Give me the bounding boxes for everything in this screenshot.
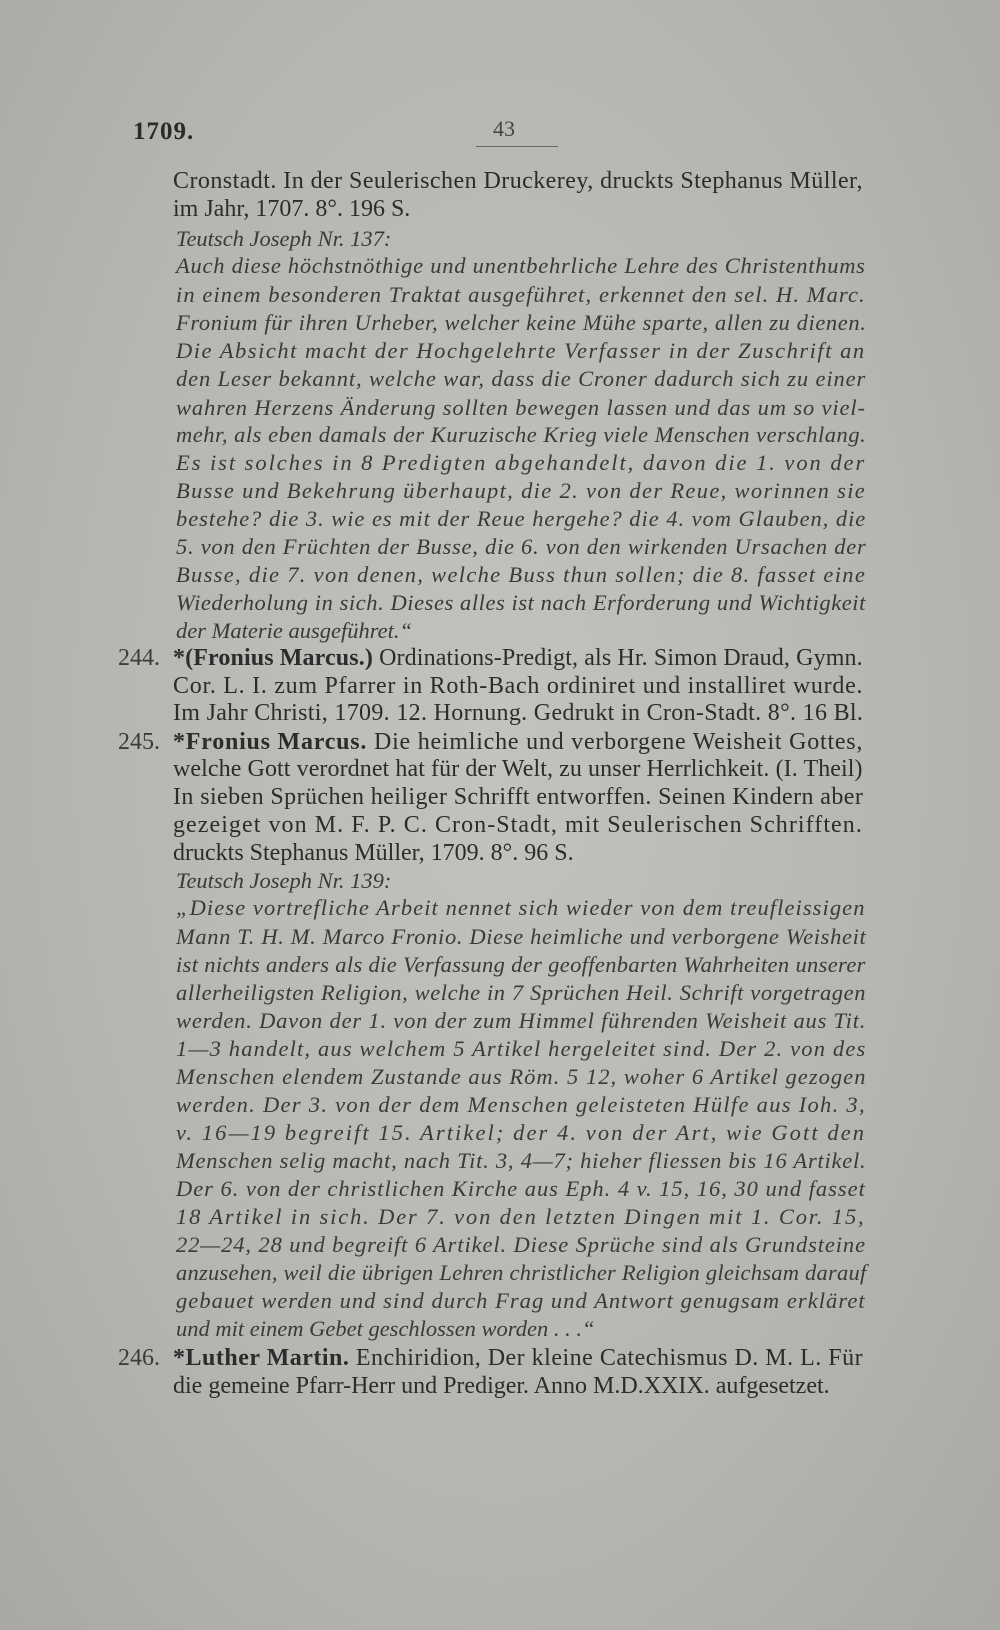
line-text: Busse, die 7. von denen, welche Buss thun sollen; die 8. fasset eine — [176, 562, 867, 587]
line-text: 22—24, 28 und begreift 6 Artikel. Diese Sprüche sind als Grundsteine — [176, 1232, 866, 1257]
quoted-text-line — [176, 1036, 866, 1062]
text-line — [173, 673, 863, 700]
entry-number: 246. — [118, 1345, 160, 1371]
line-text: den Leser bekannt, welche war, dass die Croner dadurch sich zu einer — [176, 366, 867, 391]
line-text: 1—3 handelt, aus welchem 5 Artikel hergeleitet sind. Der 2. von des — [176, 1036, 867, 1061]
line-text: Menschen selig macht, nach Tit. 3, 4—7; hieher fliessen bis 16 Artikel. — [176, 1148, 867, 1173]
line-text: Auch diese höchstnöthige und unentbehrliche Lehre des Christenthums — [176, 253, 866, 278]
line-text: in einem besonderen Traktat ausgeführet, erkennet den sel. H. Marc. — [176, 282, 866, 307]
quoted-text-line — [176, 310, 866, 336]
quoted-text-line — [176, 562, 866, 588]
entry-author: *Luther Martin. — [173, 1345, 350, 1371]
quoted-text-line — [176, 422, 866, 448]
line-text: Die heimliche und verborgene Weisheit Gottes, — [367, 729, 864, 755]
line-text: im Jahr, 1707. 8°. 196 S. — [173, 196, 411, 222]
text-line — [173, 840, 574, 867]
line-text: ist nichts anders als die Verfassung der geoffenbarten Wahrheiten unserer — [176, 952, 866, 977]
line-text: werden. Der 3. von der dem Menschen geleisteten Hülfe aus Ioh. 3, — [176, 1092, 866, 1117]
quoted-text-line — [176, 895, 866, 921]
line-text: Cor. L. I. zum Pfarrer in Roth-Bach ordiniret und installiret wurde. — [173, 673, 864, 699]
text-line — [173, 196, 410, 223]
line-text: Cronstadt. In der Seulerischen Druckerey, druckts Stephanus Müller, — [173, 168, 863, 194]
quoted-text-line — [176, 253, 866, 279]
text-line — [173, 1373, 830, 1400]
quoted-text-line — [176, 1288, 866, 1314]
text-line — [173, 729, 863, 756]
quoted-text-line — [176, 1064, 866, 1090]
line-text: Wiederholung in sich. Dieses alles ist nach Erforderung und Wichtigkeit — [176, 590, 866, 615]
line-text: v. 16—19 begreift 15. Artikel; der 4. von der Art, wie Gott den — [176, 1120, 867, 1145]
quoted-text-line — [176, 1148, 866, 1174]
quoted-text-line — [176, 980, 866, 1006]
quoted-text-line — [176, 366, 866, 392]
quoted-text-line — [176, 1120, 866, 1146]
line-text: mehr, als eben damals der Kuruzische Krieg viele Menschen verschlang. — [176, 422, 867, 447]
text-line — [173, 645, 863, 672]
line-text: Busse und Bekehrung überhaupt, die 2. von der Reue, worinnen sie — [176, 478, 867, 503]
text-line — [173, 1345, 863, 1372]
line-text: Mann T. H. M. Marco Fronio. Diese heimliche und verborgene Weisheit — [176, 924, 867, 949]
line-text: Enchiridion, Der kleine Catechismus D. M. L. Für — [349, 1345, 864, 1371]
line-text: Teutsch Joseph Nr. 137: — [176, 226, 392, 251]
line-text: Teutsch Joseph Nr. 139: — [176, 868, 392, 893]
quoted-text-line — [176, 1260, 866, 1286]
entry-number: 244. — [118, 645, 160, 671]
text-line — [173, 784, 863, 811]
page-year: 1709. — [133, 118, 195, 145]
quoted-text-line — [176, 952, 866, 978]
line-text: wahren Herzens Änderung sollten bewegen lassen und das um so viel- — [176, 395, 866, 420]
entry-number: 245. — [118, 729, 160, 755]
line-text: Menschen elendem Zustande aus Röm. 5 12, woher 6 Artikel gezogen — [176, 1064, 867, 1089]
quoted-text-line — [176, 924, 866, 950]
quoted-text-line — [176, 478, 866, 504]
line-text: Es ist solches in 8 Predigten abgehandelt, davon die 1. von der — [176, 450, 867, 475]
line-text: die gemeine Pfarr-Herr und Prediger. Anno M.D.XXIX. aufgesetzet. — [173, 1373, 830, 1399]
quoted-text-line — [176, 338, 866, 364]
quoted-text-line — [176, 534, 866, 560]
line-text: der Materie ausgeführet.“ — [176, 618, 413, 643]
quoted-text-line — [176, 1176, 866, 1202]
entry-author: *Fronius Marcus. — [173, 729, 368, 755]
quoted-text-line — [176, 226, 391, 252]
line-text: werden. Davon der 1. von der zum Himmel führenden Weisheit aus Tit. — [176, 1008, 867, 1033]
text-line — [173, 812, 863, 839]
quoted-text-line — [176, 618, 412, 644]
quoted-text-line — [176, 868, 391, 894]
page-number: 43 — [493, 116, 515, 141]
line-text: und mit einem Gebet geschlossen worden . . .“ — [176, 1316, 595, 1341]
quoted-text-line — [176, 506, 866, 532]
line-text: 5. von den Früchten der Busse, die 6. von den wirkenden Ursachen der — [176, 534, 867, 559]
line-text: Der 6. von der christlichen Kirche aus Eph. 4 v. 15, 16, 30 und fasset — [176, 1176, 866, 1201]
line-text: gebauet werden und sind durch Frag und Antwort genugsam erkläret — [176, 1288, 866, 1313]
line-text: Fronium für ihren Urheber, welcher keine Mühe sparte, allen zu dienen. — [176, 310, 867, 335]
line-text: In sieben Sprüchen heiliger Schrifft entworffen. Seinen Kindern aber — [173, 784, 864, 810]
text-line — [173, 756, 863, 783]
line-text: allerheiligsten Religion, welche in 7 Sprüchen Heil. Schrift vorgetragen — [176, 980, 867, 1005]
quoted-text-line — [176, 1316, 594, 1342]
quoted-text-line — [176, 1204, 866, 1230]
quoted-text-line — [176, 1232, 866, 1258]
line-text: welche Gott verordnet hat für der Welt, zu unser Herrlichkeit. (I. Theil) — [173, 756, 863, 782]
line-text: bestehe? die 3. wie es mit der Reue hergehe? die 4. vom Glauben, die — [176, 506, 867, 531]
line-text: gezeiget von M. F. P. C. Cron-Stadt, mit Seulerischen Schrifften. — [173, 812, 863, 838]
quoted-text-line — [176, 1092, 866, 1118]
quoted-text-line — [176, 282, 866, 308]
line-text: druckts Stephanus Müller, 1709. 8°. 96 S. — [173, 840, 574, 866]
quoted-text-line — [176, 395, 866, 421]
line-text: „Diese vortrefliche Arbeit nennet sich wieder von dem treufleissigen — [176, 895, 866, 920]
text-line — [173, 168, 863, 195]
header-rule — [476, 146, 558, 147]
line-text: Im Jahr Christi, 1709. 12. Hornung. Gedrukt in Cron-Stadt. 8°. 16 Bl. — [173, 700, 864, 726]
quoted-text-line — [176, 590, 866, 616]
quoted-text-line — [176, 1008, 866, 1034]
entry-author: *(Fronius Marcus.) — [173, 645, 373, 671]
text-line — [173, 700, 863, 727]
quoted-text-line — [176, 450, 866, 476]
line-text: Ordinations-Predigt, als Hr. Simon Draud, Gymn. — [372, 645, 863, 671]
line-text: 18 Artikel in sich. Der 7. von den letzten Dingen mit 1. Cor. 15, — [176, 1204, 866, 1229]
line-text: anzusehen, weil die übrigen Lehren christlicher Religion gleichsam darauf — [176, 1260, 867, 1285]
line-text: Die Absicht macht der Hochgelehrte Verfasser in der Zuschrift an — [176, 338, 866, 363]
